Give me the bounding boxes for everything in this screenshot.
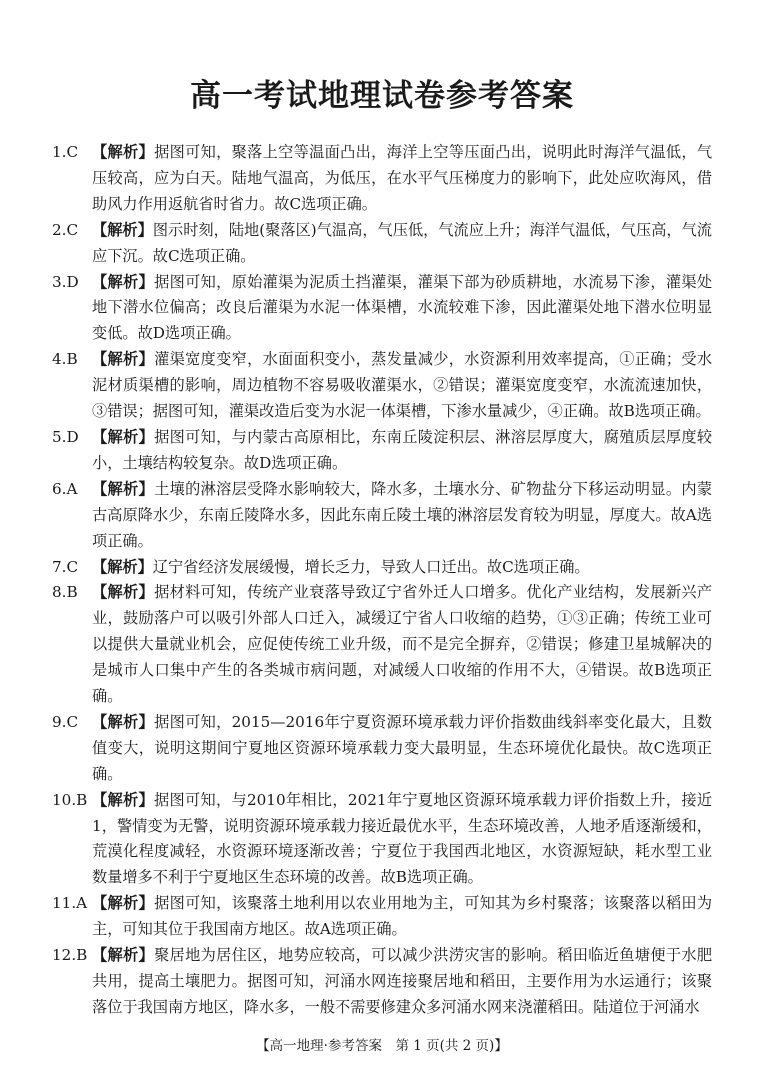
answer-item-12 [52, 943, 712, 1021]
analysis-tag: 【 解析 】 [92, 894, 154, 912]
answer-text: 据图可知，原始灌渠为泥质土挡灌渠，灌渠下部为砂质耕地，水流易下渗，灌渠处地下潜水位偏高；改良后灌渠为水泥一体渠槽，水流较难下渗，因此灌渠处地下潜水位明显变低。故D选项正确。 [92, 272, 713, 343]
analysis-tag: 【 解析 】 [92, 480, 154, 498]
answer-item-4 [52, 347, 712, 425]
answer-item-7 [52, 555, 712, 581]
analysis-tag: 【 解析 】 [92, 428, 154, 446]
analysis-tag: 【 解析 】 [92, 143, 154, 161]
answer-text: 聚居地为居住区，地势应较高，可以减少洪涝灾害的影响。稻田临近鱼塘便于水肥共用，提高土壤肥力。据图可知，河涌水网连接聚居地和稻田，主要作用为水运通行；该聚落位于我国南方地区，降水多，一般不需要修建众多河涌水网来浇灌稻田。陆道位于河涌水 [92, 946, 713, 1016]
answer-text: 辽宁省经济发展缓慢，增长乏力，导致人口迁出。故C选项正确。 [152, 557, 590, 576]
answer-text: 据图可知，该聚落土地利用以农业用地为主，可知其为乡村聚落；该聚落以稻田为主，可知其位于我国南方地区。故A选项正确。 [92, 894, 713, 939]
analysis-tag: 【 解析 】 [92, 273, 154, 291]
answer-number: 9.C [52, 712, 79, 731]
answer-number: 5.D [52, 427, 79, 446]
answer-text: 土壤的淋溶层受降水影响较大，降水多，土壤水分、矿物盐分下移运动明显。内蒙古高原降水少，东南丘陵降水多，因此东南丘陵土壤的淋溶层发育较为明显，厚度大。故A选项正确。 [92, 479, 713, 550]
answer-text: 据图可知，与内蒙古高原相比，东南丘陵淀积层、淋溶层厚度大，腐殖质层厚度较小，土壤结构较复杂。故D选项正确。 [92, 427, 713, 472]
answer-item-5 [52, 425, 712, 477]
answer-list [52, 140, 712, 1021]
analysis-tag: 【 解析 】 [92, 558, 153, 576]
answer-item-2 [52, 218, 712, 270]
answer-number: 1.C [52, 143, 79, 161]
answer-number: 6.A [52, 479, 78, 498]
answer-number: 2.C [52, 220, 79, 239]
answer-number: 3.D [52, 272, 79, 291]
analysis-tag: 【 解析 】 [92, 791, 154, 809]
analysis-tag: 【 解析 】 [92, 221, 153, 239]
answer-text: 据图可知，聚落上空等温面凸出，海洋上空等压面凸出，说明此时海洋气温低，气压较高，应为白天。陆地气温高，为低压，在水平气压梯度力的影响下，此处应吹海风，借助风力作用返航省时省力。故C选项正确。 [92, 143, 713, 213]
answer-text: 图示时刻，陆地(聚落区)气温高，气压低，气流应上升；海洋气温低，气压高，气流应下沉。故C选项正确。 [92, 220, 712, 265]
answer-number: 11.A [52, 894, 88, 913]
analysis-tag: 【 解析 】 [92, 583, 154, 601]
answer-number: 8.B [52, 583, 78, 602]
answer-item-3 [52, 270, 712, 348]
analysis-tag: 【 解析 】 [92, 350, 154, 368]
answer-text: 据图可知，2015—2016年宁夏资源环境承载力评价指数曲线斜率变化最大，且数值变大，说明这期间宁夏地区资源环境承载力变大最明显，生态环境优化最快。故C选项正确。 [92, 712, 712, 783]
analysis-tag: 【 解析 】 [92, 946, 154, 964]
answer-item-8 [52, 580, 712, 710]
answer-item-10 [52, 788, 712, 892]
analysis-tag: 【 解析 】 [92, 713, 154, 731]
answer-number: 12.B [52, 946, 88, 965]
answer-text: 据材料可知，传统产业衰落导致辽宁省外迁人口增多。优化产业结构，发展新兴产业，鼓励落户可以吸引外部人口迁入，减缓辽宁省人口收缩的趋势，①③正确；传统工业可以提供大量就业机会，应促使传统工业升级，而不是完全摒弃，②错误；修建卫星城解决的是城市人口集中产生的各类城市病问题，对减缓人口收缩的作用不大，④错误。故B选项正确。 [92, 583, 713, 706]
answer-item-6 [52, 477, 712, 555]
answer-text: 灌渠宽度变窄，水面面积变小，蒸发量减少，水资源利用效率提高，①正确；受水泥材质渠槽的影响，周边植物不容易吸收灌渠水，②错误；灌渠宽度变窄，水流流速加快，③错误；据图可知，灌渠改造后变为水泥一体渠槽，下渗水量减少，④正确。故B选项正确。 [92, 350, 713, 421]
answer-number: 7.C [52, 557, 79, 576]
answer-number: 4.B [52, 350, 78, 369]
answer-text: 据图可知，与2010年相比，2021年宁夏地区资源环境承载力评价指数上升，接近1，警情变为无警，说明资源环境承载力接近最优水平，生态环境改善，人地矛盾逐渐缓和，荒漠化程度减轻，水资源环境逐渐改善；宁夏位于我国西北地区，水资源短缺，耗水型工业数量增多不利于宁夏地区生态环境的改善。故B选项正确。 [92, 790, 713, 887]
page-title: 高一考试地理试卷参考答案 [190, 78, 574, 114]
answer-item-9 [52, 710, 712, 788]
page-footer: 【高一地理·参考答案 第 1 页(共 2 页)】 [256, 1038, 508, 1054]
answer-number: 10.B [52, 790, 88, 809]
answer-item-11 [52, 891, 712, 943]
answer-item-1 [52, 140, 712, 218]
